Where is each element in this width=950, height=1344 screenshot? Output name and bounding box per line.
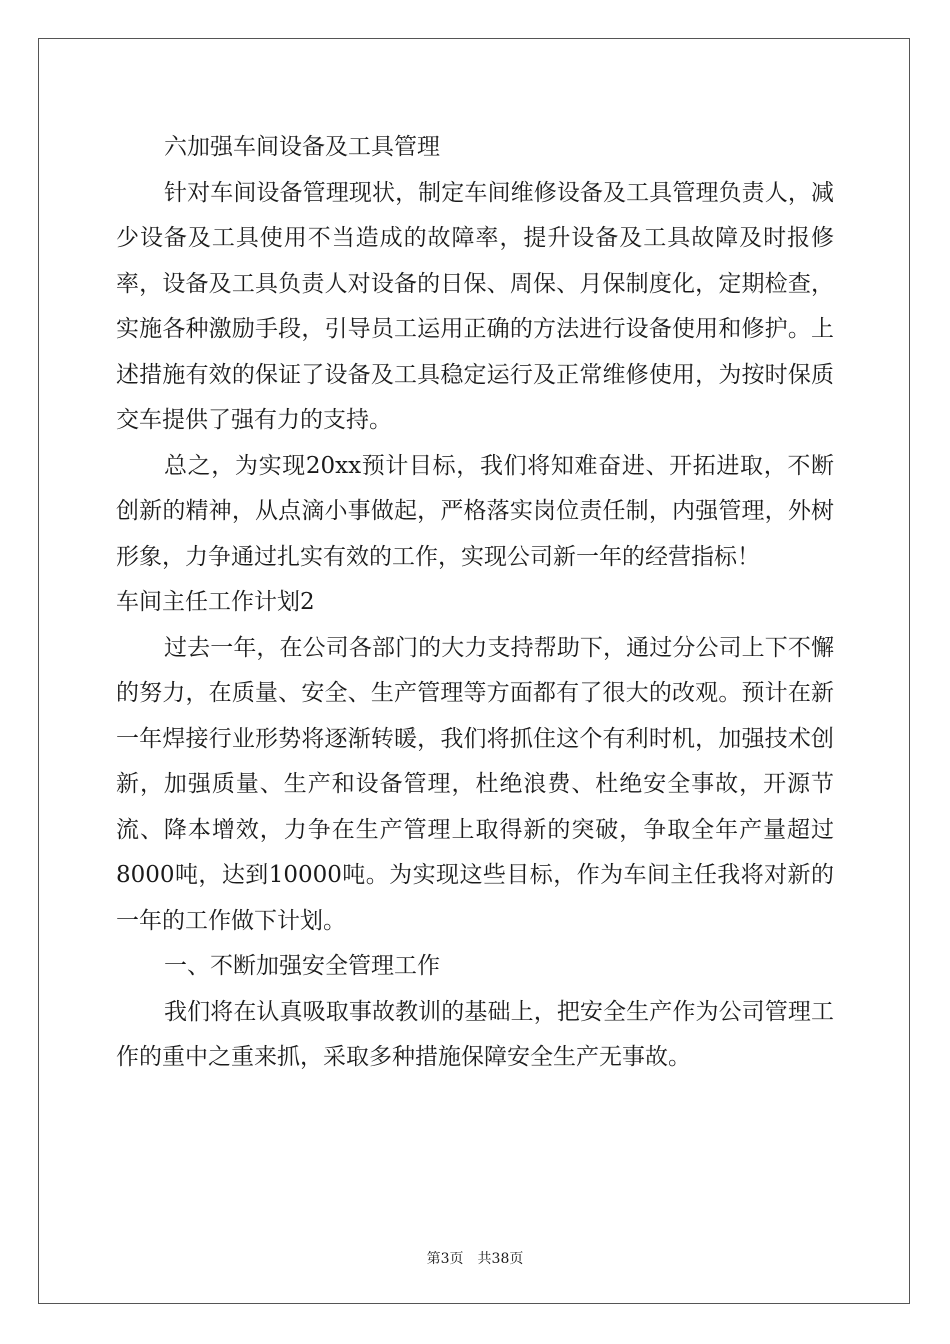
paragraph-summary: 总之，为实现20xx预计目标，我们将知难奋进、开拓进取，不断创新的精神，从点滴小事做起，严格落实岗位责任制，内强管理，外树形象，力争通过扎实有效的工作，实现公司新一年的经营指标！ (116, 452, 834, 570)
page-number: 第3页 (426, 1251, 464, 1267)
paragraph-equipment-management: 针对车间设备管理现状，制定车间维修设备及工具管理负责人，减少设备及工具使用不当造成的故障率，提升设备及工具故障及时报修率，设备及工具负责人对设备的日保、周保、月保制度化，定期检查，实施各种激励手段，引导员工运用正确的方法进行设备使用和修护。上述措施有效的保证了设备及工具稳定运行及正常维修使用，为按时保质交车提供了强有力的支持。 (116, 179, 834, 433)
page-footer (0, 1250, 950, 1268)
document-body (116, 125, 834, 1081)
document-subtitle: 车间主任工作计划2 (116, 589, 315, 615)
section-heading-safety: 一、不断加强安全管理工作 (164, 953, 440, 979)
section-heading-equipment: 六加强车间设备及工具管理 (164, 134, 440, 160)
paragraph-safety: 我们将在认真吸取事故教训的基础上，把安全生产作为公司管理工作的重中之重来抓，采取多种措施保障安全生产无事故。 (116, 998, 834, 1070)
paragraph-review: 过去一年，在公司各部门的大力支持帮助下，通过分公司上下不懈的努力，在质量、安全、生产管理等方面都有了很大的改观。预计在新一年焊接行业形势将逐渐转暖，我们将抓住这个有利时机，加强技术创新，加强质量、生产和设备管理，杜绝浪费、杜绝安全事故，开源节流、降本增效，力争在生产管理上取得新的突破，争取全年产量超过8000吨，达到10000吨。为实现这些目标，作为车间主任我将对新的一年的工作做下计划。 (116, 634, 834, 934)
page-total: 共38页 (477, 1251, 524, 1267)
